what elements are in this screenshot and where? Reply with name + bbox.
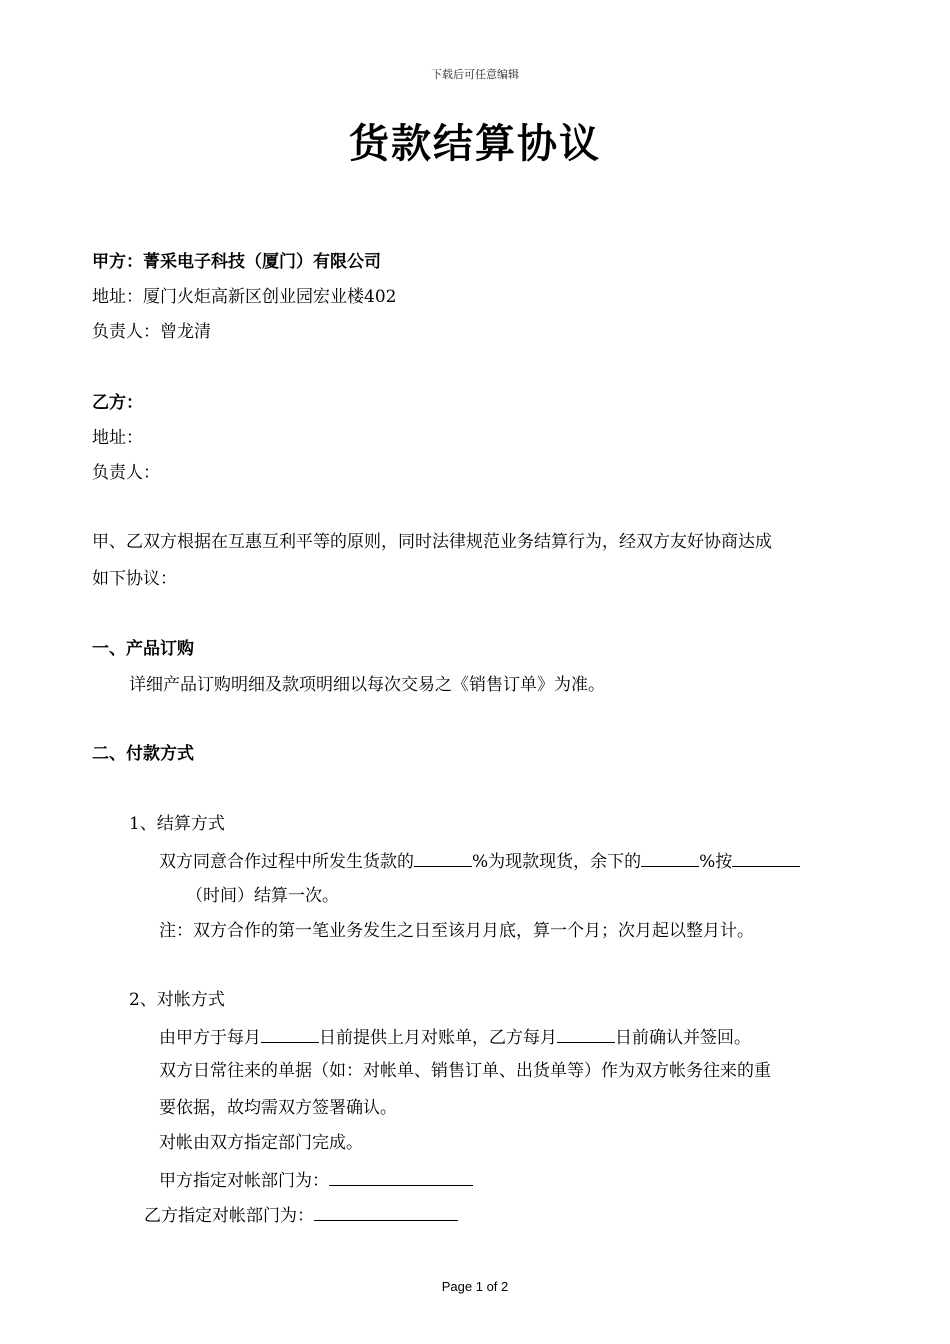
- reconciliation-line-3: 要依据，故均需双方签署确认。: [159, 1098, 397, 1118]
- document-title: 货款结算协议: [349, 121, 601, 167]
- cash-percent-blank[interactable]: [414, 848, 472, 867]
- party-a-day-blank[interactable]: [261, 1024, 319, 1043]
- party-a-department-blank[interactable]: [329, 1167, 473, 1186]
- remaining-percent-blank[interactable]: [641, 848, 699, 867]
- party-b-contact: 负责人：: [92, 463, 160, 483]
- party-b-day-blank[interactable]: [557, 1024, 615, 1043]
- reconciliation-heading: 2、对帐方式: [129, 990, 225, 1010]
- reconciliation-line-1: [159, 1024, 751, 1049]
- party-a-department-label: 甲方指定对帐部门为：: [159, 1171, 329, 1191]
- page-footer: Page 1 of 2: [441, 1279, 509, 1294]
- party-b-address: 地址：: [92, 428, 143, 448]
- reconciliation-text-b: 日前提供上月对账单，乙方每月: [319, 1028, 557, 1048]
- section-2-heading: 二、付款方式: [92, 744, 194, 764]
- section-1-body: 详细产品订购明细及款项明细以每次交易之《销售订单》为准。: [129, 675, 605, 695]
- header-note: 下载后可任意编辑: [431, 68, 519, 81]
- settlement-text-a: 双方同意合作过程中所发生货款的: [159, 852, 414, 872]
- reconciliation-line-4: 对帐由双方指定部门完成。: [159, 1133, 363, 1153]
- party-a-department-line: [159, 1167, 473, 1192]
- settlement-text-b: %为现款现货，余下的: [472, 852, 642, 872]
- party-a-address: 地址：厦门火炬高新区创业园宏业楼402: [92, 287, 397, 307]
- party-b-department-label: 乙方指定对帐部门为：: [144, 1206, 314, 1226]
- settlement-period-blank[interactable]: [732, 848, 800, 867]
- intro-line-2: 如下协议：: [92, 569, 177, 589]
- reconciliation-text-a: 由甲方于每月: [159, 1028, 261, 1048]
- settlement-note: 注：双方合作的第一笔业务发生之日至该月月底，算一个月；次月起以整月计。: [159, 921, 754, 941]
- party-b-department-blank[interactable]: [314, 1202, 458, 1221]
- reconciliation-text-c: 日前确认并签回。: [615, 1028, 751, 1048]
- section-1-heading: 一、产品订购: [92, 639, 194, 659]
- party-a-label: 甲方：菁采电子科技（厦门）有限公司: [92, 252, 381, 272]
- reconciliation-line-2: 双方日常往来的单据（如：对帐单、销售订单、出货单等）作为双方帐务往来的重: [159, 1061, 771, 1081]
- intro-line-1: 甲、乙双方根据在互惠互利平等的原则，同时法律规范业务结算行为，经双方友好协商达成: [92, 532, 772, 552]
- settlement-method-line-2: （时间）结算一次。: [186, 886, 339, 906]
- party-b-department-line: [144, 1202, 458, 1227]
- party-a-contact: 负责人：曾龙清: [92, 322, 211, 342]
- settlement-method-line-1: [159, 848, 800, 873]
- settlement-method-heading: 1、结算方式: [129, 814, 225, 834]
- party-b-label: 乙方：: [92, 393, 143, 413]
- settlement-text-c: %按: [699, 852, 733, 872]
